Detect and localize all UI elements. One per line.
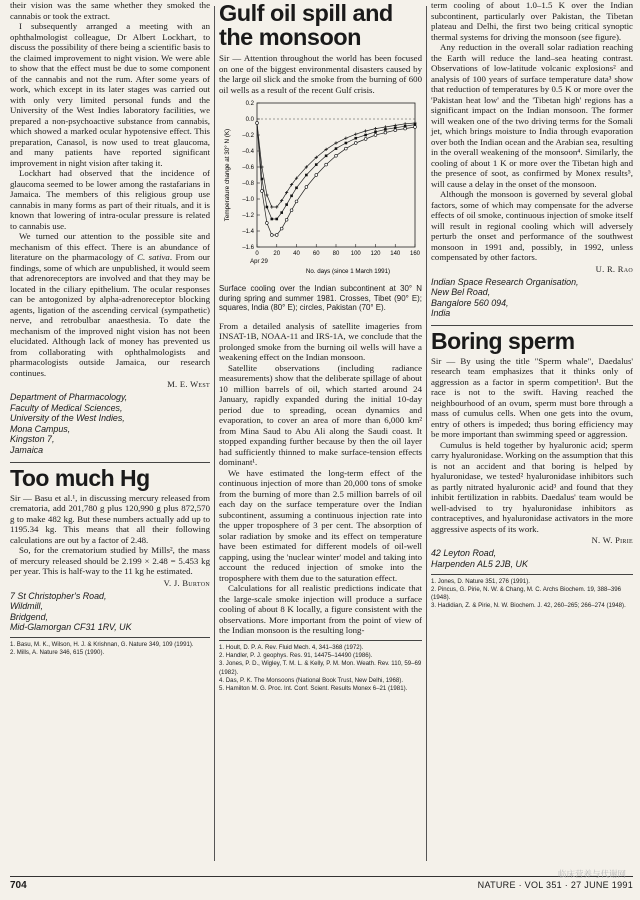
paragraph: I subsequently arranged a meeting with an ophthalmologist colleague, Dr Albert Lockhart, to discuss the possibility of there being a scientific basis to the claimed improvement to night vision. We were able to show that the effect must be due to some component of the cannabis and not the rum. After some years of work, which except in its later stages was carried out with only very limited personal funds and the University of the West Indies laboratory facilities, we prepared a non-psychoactive substance from cannabis, which showed a marked ocular hypotensive effect. This preparation, Canasol, is now used to treat glaucoma, and many patients have reported significant improvement in night vision after taking it. — [10, 21, 210, 168]
series-line — [257, 123, 415, 235]
paragraph: Calculations for all realistic predictions indicate that the large-scale smoke injection will produce a surface cooling of about 8 K locally, a figure consistent with the observations. More important from the point of view of the Indian monsoon is the resulting long- — [219, 583, 422, 636]
data-series — [255, 121, 416, 208]
y-tick-label: 0.2 — [245, 101, 254, 108]
paragraph: Sir — By using the title "Sperm whale", Daedalus' research team emphasizes that it thinks only of aggression as a factor in sperm competition¹. But the race is not to the swift. Having reached the neighbourhood of an ovum, sperm must bore through a mass of cumulus cells. When one gets into the ovum, entry of others is impeded; thus boring efficiency may be more important than swimming speed or aggression. — [431, 355, 633, 440]
reference-item: 1. Basu, M. K., Wilson, H. J. & Krishnan, G. Nature 349, 109 (1991). — [10, 640, 194, 648]
paragraph: Lockhart had observed that the incidence of glaucoma seemed to be lower among the rastafarians in Jamaica. The members of this religious group use cannabis in many forms as part of their rituals, and it is known that lowering of intra-ocular pressure is related to cannabis use. — [10, 168, 210, 231]
paragraph: We have estimated the long-term effect of the continuous injection of more than 20,000 tons of smoke from the burning of more than 2.5 million barrels of oil each day on the surface temperature over the Indian subcontinent, assuming a continuous injection rate into the upper troposphere of 3 per cent. The absorption of solar radiation by smoke and its effect on temperature have been estimated for different models of oil-well capping, using the 'nuclear winter' model and taking into account the reduced injection of smoke into the troposphere with them due to the saturation effect. — [219, 467, 422, 583]
y-tick-label: –0.8 — [242, 181, 254, 188]
x-tick-label: 0 — [255, 251, 259, 257]
data-point — [275, 218, 278, 221]
x-axis-label: No. days (since 1 March 1991) — [305, 268, 391, 275]
paragraph: Satellite observations (including radiance measurements) show that the deliberate spillage of about 10 million barrels of oil, which started around 24 January, rapidly expanded during the initial 10-day period due to spreading, ocean dynamics and evaporation, to cover an area of more than 6,000 km² from Mina Saud to Abu Ali along the Saudi coast. It stopped expanding further because by then the oil layer had sufficiently thinned to make surface-tension effects dominant¹. — [219, 362, 422, 468]
data-point — [271, 218, 274, 221]
data-point — [280, 211, 283, 214]
column-3 — [431, 0, 633, 611]
x-tick-label: 140 — [390, 251, 401, 257]
paragraph: Any reduction in the overall solar radiation reaching the Earth will reduce the land–sea heating contrast. Observations of low-latitude volcanic explosions² and analysis of 100 years of surface temperature data³ show that reduction of temperatures by 0.5 K or more over the 'Pakistan heat low' and the 'Tibetan high' regions has a significant impact on the Indian monsoon. The former will weaken one of the two driving terms for the Somali jet, which brings moisture to India through evaporation over both the Indian ocean and the Arabian sea, resulting in the overall weakening of the monsoon⁴. Similarly, the cooling of about 1 K or more over the Tibetan high and the presence of soot, as confirmed by Monex results⁵, will cause a delay in the onset of the monsoon. — [431, 42, 633, 189]
article-title: Gulf oil spill and the monsoon — [219, 0, 393, 50]
column-1 — [10, 0, 210, 658]
author-address: Indian Space Research Organisation, New Bel Road, Bangalore 560 094, India — [431, 276, 579, 319]
data-point — [275, 234, 278, 237]
data-point — [364, 134, 367, 137]
article-title: Too much Hg — [10, 464, 150, 491]
paragraph: From a detailed analysis of satellite imageries from INSAT-1B, NOAA-11 and IRS-1A, we conclude that the prolonged smoke from the burning oil wells will have a weakening effect on the Indian monsoon. — [219, 320, 422, 363]
data-point — [374, 127, 377, 130]
section-divider — [431, 325, 633, 326]
page-footer — [10, 876, 633, 891]
data-point — [344, 147, 347, 150]
paragraph: term cooling of about 1.0–1.5 K over the Indian subcontinent, particularly over Pakistan, the Tibetan plateau and Delhi, the first two being critical synoptic thermal systems for driving the monsoon (see figure). — [431, 0, 633, 42]
x-tick-label: 120 — [370, 251, 381, 257]
data-point — [374, 134, 377, 137]
column-2 — [219, 0, 422, 694]
reference-list — [431, 578, 633, 611]
data-series — [256, 122, 417, 237]
reference-item: 2. Handler, P. J. geophys. Res. 91, 14475–14490 (1986). — [219, 652, 373, 660]
data-point — [335, 154, 338, 157]
data-point — [285, 218, 288, 221]
temperature-chart — [219, 97, 419, 283]
reference-item: 2. Pincus, G. Pirie, N. W. & Chang, M. C. Archs Biochem. 19, 388–396 (1948). — [431, 585, 622, 602]
figure-caption: Surface cooling over the Indian subcontinent at 30° N during spring and summer 1981. Crosses, Tibet (90° E); squares, India (80° E); circles, Pakistan (70° E). — [219, 284, 422, 313]
reference-item: 4. Das, P. K. The Monsoons (National Book Trust, New Delhi, 1968). — [219, 676, 404, 684]
column-rule — [426, 6, 427, 861]
author-signature: M. E. West — [167, 379, 210, 389]
y-tick-label: –1.0 — [242, 197, 254, 204]
data-point — [325, 155, 328, 158]
data-point — [394, 129, 397, 132]
data-point — [285, 203, 288, 206]
page-number: 704 — [10, 880, 27, 891]
data-point — [364, 138, 367, 141]
data-point — [270, 234, 273, 237]
data-point — [295, 187, 298, 190]
reference-item: 3. Hadidian, Z. & Pirie, N. W. Biochem. J. 42, 260–265; 266–274 (1948). — [431, 602, 626, 610]
data-point — [344, 137, 347, 140]
data-point — [290, 209, 293, 212]
data-point — [315, 163, 318, 166]
reference-divider — [431, 574, 633, 575]
y-tick-label: –1.2 — [242, 213, 254, 220]
paragraph: Although the monsoon is governed by several global factors, some of which may compensate for the adverse effects of oil smoke, continuous injection of smoke itself will result in regional cooling which will adversely perturb the onset and performance of the southwest monsoon in 1991 and, possibly, in 1992, unless compensated by other factors. — [431, 189, 633, 262]
watermark: 临床营养与代谢网 — [557, 870, 626, 880]
data-point — [354, 142, 357, 145]
data-point — [404, 127, 407, 130]
data-point — [325, 163, 328, 166]
reference-item: 1. Jones, D. Nature 351, 276 (1991). — [431, 577, 530, 585]
x-tick-label: 60 — [312, 251, 320, 257]
paragraph: their vision was the same whether they smoked the cannabis or took the extract. — [10, 0, 210, 21]
data-point — [266, 206, 269, 209]
data-point — [280, 227, 283, 230]
paragraph: We turned our attention to the possible site and mechanism of this effect. There is an abundance of literature on the pharmacology of C. sativa. From our findings, some of which are unpublished, it would seem that adrenoreceptors are involved and that they may be located in the ciliary epithelium. The ocular responses can be antogonized by alpha-adrenoreceptor blocking agents, ligation of the ascending cervical (sympathetic) nerve, and retrobulbar anaesthesia. To date the mechanism of the improved night vision has not been elucidated. Although lack of money has prevented us from collaborating with ophthalmologists and pharmacologists outside Jamaica, our research continues. — [10, 231, 210, 378]
reference-list — [219, 644, 422, 694]
data-point — [265, 222, 268, 225]
data-point — [261, 190, 264, 193]
reference-item: 5. Hamilton M. G. Proc. Int. Conf. Scient. Results Monex 6–21 (1981). — [219, 685, 408, 693]
y-tick-label: –0.4 — [242, 149, 254, 156]
data-point — [256, 122, 259, 125]
x-tick-label: 160 — [409, 251, 421, 257]
column-rule — [214, 6, 215, 861]
data-point — [335, 147, 338, 150]
author-address: 42 Leyton Road, Harpenden AL5 2JB, UK — [431, 548, 528, 569]
reference-item: 1. Hoult, D. P. A. Rev. Fluid Mech. 4, 341–368 (1972). — [219, 643, 364, 651]
data-series — [256, 122, 417, 221]
data-point — [345, 142, 348, 145]
reference-item: 3. Jones, P. D., Wigley, T. M. L. & Kelly, P. M. Mon. Weath. Rev. 110, 59–69 (1982). — [219, 660, 422, 676]
data-point — [270, 205, 273, 208]
section-divider — [10, 462, 210, 463]
data-point — [295, 200, 298, 203]
x-tick-label: 100 — [350, 251, 361, 257]
data-point — [384, 128, 387, 131]
data-point — [305, 174, 308, 177]
x-tick-label: 80 — [332, 251, 340, 257]
reference-item: 2. Mills, A. Nature 346, 615 (1990). — [10, 649, 105, 657]
series-line — [257, 123, 415, 207]
x-start-label: Apr 29 — [250, 259, 268, 265]
data-point — [364, 129, 367, 132]
data-point — [265, 193, 268, 196]
x-tick-label: 20 — [273, 251, 281, 257]
reference-divider — [219, 640, 422, 641]
y-tick-label: 0.0 — [245, 117, 254, 124]
paragraph: Sir — Basu et al.¹, in discussing mercury released from crematoria, add 201,780 g plus 120,990 g plus 872,570 g to make 482 kg. But these numbers actually add up to 1195.34 kg. This means that all their following calculations are out by a factor of 2.48. — [10, 492, 210, 545]
y-tick-label: –1.6 — [242, 245, 254, 252]
chart-svg — [219, 97, 419, 283]
data-point — [354, 133, 357, 136]
y-axis-label: Temperature change at 30° N (K) — [224, 128, 231, 222]
author-address: Department of Pharmacology, Faculty of Medical Sciences, University of the West Indies, Mona Campus, Kingston 7, Jamaica — [10, 392, 128, 455]
x-tick-label: 40 — [293, 251, 300, 257]
y-tick-label: –0.2 — [242, 133, 254, 140]
y-tick-label: –0.6 — [242, 165, 254, 172]
data-point — [414, 126, 417, 129]
data-point — [384, 131, 387, 134]
data-point — [290, 195, 293, 198]
y-tick-label: –1.4 — [242, 229, 254, 236]
plot-frame — [257, 103, 415, 247]
series-line — [257, 123, 415, 219]
author-signature: V. J. Burton — [163, 577, 210, 588]
data-point — [374, 131, 377, 134]
paragraph: So, for the crematorium studied by Mills², the mass of mercury released should be 2.199 × 2.48 = 5.453 kg per year. This is half-way to the 11 kg he estimated. — [10, 545, 210, 577]
reference-list — [10, 641, 210, 658]
author-signature: N. W. Pirie — [591, 535, 633, 546]
paragraph: Cumulus is held together by hyaluronic acid; sperm carry hyaluronidase. Working on the assumption that this is not an accident and that boring is helped by hyaluronidase, we tested² hyaluronidase inhibitors such as partly nitrated hyaluronic acid³ and found that they inhibit fertilization in rabbits. Daedalus' team would be well-advised to try hyaluronidase inhibitors as contraceptives, and hyaluronidase activators in the more aggressive aspects of its work. — [431, 439, 634, 534]
journal-info: NATURE · VOL 351 · 27 JUNE 1991 — [477, 880, 633, 890]
author-address: 7 St Christopher's Road, Wildmill, Bridgend, Mid-Glamorgan CF31 1RV, UK — [10, 590, 132, 633]
data-point — [354, 137, 357, 140]
reference-divider — [10, 637, 210, 638]
author-signature: U. R. Rao — [595, 263, 633, 274]
article-title: Boring sperm — [431, 327, 575, 354]
data-point — [315, 174, 318, 177]
data-point — [305, 186, 308, 189]
paragraph: Sir — Attention throughout the world has been focused on one of the biggest environmental disasters caused by the large oil slick and the smoke from the burning of 600 oil wells as a result of the recent Gulf crisis. — [219, 53, 422, 95]
